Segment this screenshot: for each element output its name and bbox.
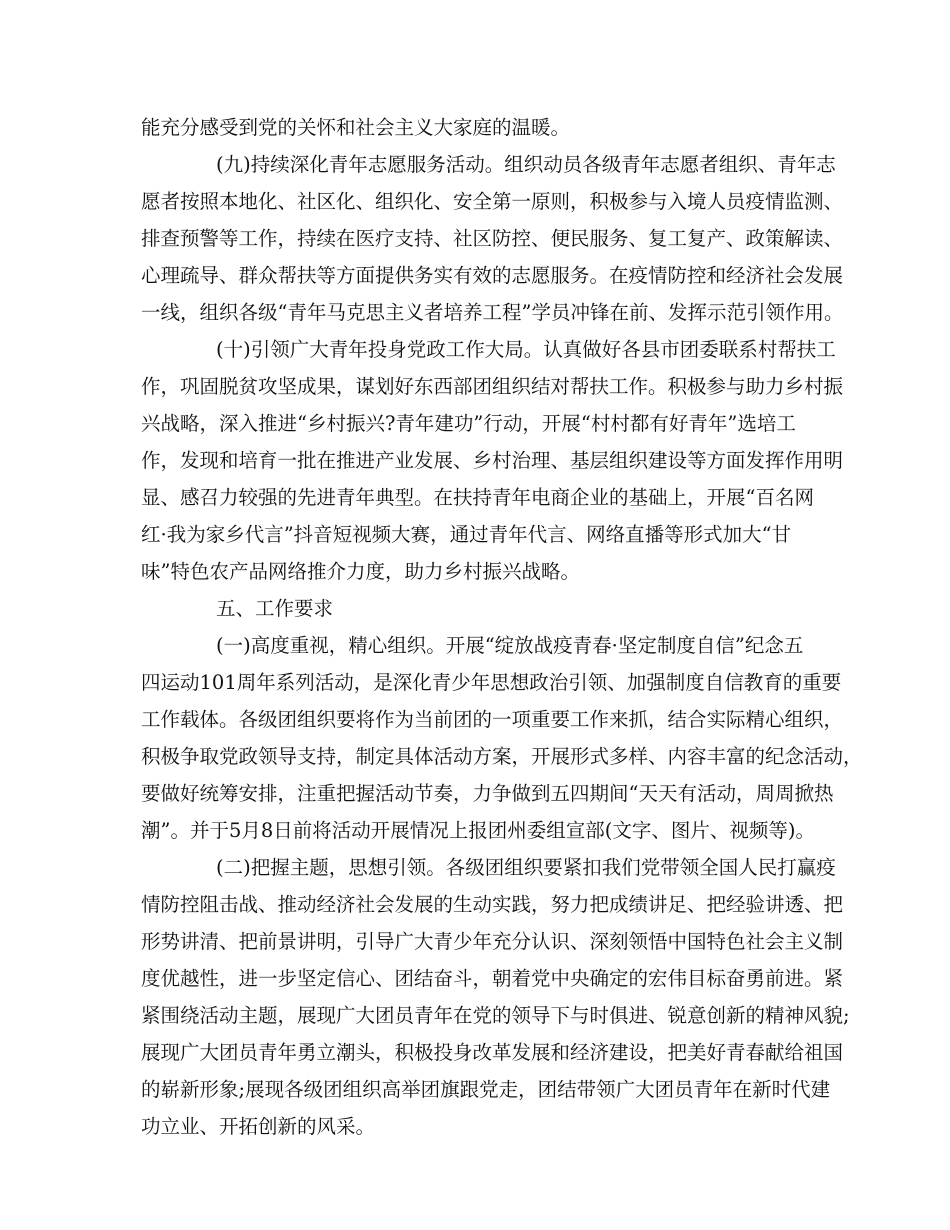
paragraph-heading-2: (二)把握主题，思想引领。各级团组织要紧扣我们党带领全国人民打赢疫 (216, 856, 836, 879)
paragraph-heading-10: (十)引领广大青年投身党政工作大局。认真做好各县市团委联系村帮扶工 (216, 338, 836, 361)
text-line: 的崭新形象;展现各级团组织高举团旗跟党走，团结带领广大团员青年在新时代建 (141, 1078, 831, 1101)
text-line: 能充分感受到党的关怀和社会主义大家庭的温暖。 (141, 116, 571, 139)
text-line: 积极争取党政领导支持，制定具体活动方案，开展形式多样、内容丰富的纪念活动， (141, 745, 863, 768)
text-line: 形势讲清、把前景讲明，引导广大青少年充分认识、深刻领悟中国特色社会主义制 (141, 930, 844, 953)
text-line: 四运动101周年系列活动，是深化青少年思想政治引领、加强制度自信教育的重要 (141, 671, 842, 694)
text-line: 紧围绕活动主题，展现广大团员青年在党的领导下与时俱进、锐意创新的精神风貌; (141, 1004, 850, 1027)
text-line: 作，巩固脱贫攻坚成果，谋划好东西部团组织结对帮扶工作。积极参与助力乡村振 (141, 375, 844, 398)
text-line: 味”特色农产品网络推介力度，助力乡村振兴战略。 (141, 560, 580, 583)
paragraph-heading-9: (九)持续深化青年志愿服务活动。组织动员各级青年志愿者组织、青年志 (216, 153, 836, 176)
text-line: 度优越性，进一步坚定信心、团结奋斗，朝着党中央确定的宏伟目标奋勇前进。紧 (141, 967, 844, 990)
text-line: 情防控阻击战、推动经济社会发展的生动实践，努力把成绩讲足、把经验讲透、把 (141, 893, 844, 916)
text-line: 工作载体。各级团组织要将作为当前团的一项重要工作来抓，结合实际精心组织， (141, 708, 844, 731)
text-line: 要做好统筹安排，注重把握活动节奏，力争做到五四期间“天天有活动，周周掀热 (141, 782, 834, 805)
paragraph-heading-1: (一)高度重视，精心组织。开展“绽放战疫青春·坚定制度自信”纪念五 (216, 634, 804, 657)
text-line: 心理疏导、群众帮扶等方面提供务实有效的志愿服务。在疫情防控和经济社会发展 (141, 264, 844, 287)
text-line: 展现广大团员青年勇立潮头，积极投身改革发展和经济建设，把美好青春献给祖国 (141, 1041, 844, 1064)
section-heading: 五、工作要求 (216, 597, 334, 620)
text-line: 排查预警等工作，持续在医疗支持、社区防控、便民服务、复工复产、政策解读、 (141, 227, 844, 250)
text-line: 显、感召力较强的先进青年典型。在扶持青年电商企业的基础上，开展“百名网 (141, 486, 814, 509)
text-line: 功立业、开拓创新的风采。 (141, 1115, 376, 1138)
text-line: 作，发现和培育一批在推进产业发展、乡村治理、基层组织建设等方面发挥作用明 (141, 449, 844, 472)
text-line: 愿者按照本地化、社区化、组织化、安全第一原则，积极参与入境人员疫情监测、 (141, 190, 844, 213)
text-line: 潮”。并于5月8日前将活动开展情况上报团州委组宣部(文字、图片、视频等)。 (141, 819, 815, 842)
text-line: 兴战略，深入推进“乡村振兴?青年建功”行动，开展“村村都有好青年”选培工 (141, 412, 796, 435)
text-line: 一线，组织各级“青年马克思主义者培养工程”学员冲锋在前、发挥示范引领作用。 (141, 301, 844, 324)
text-line: 红·我为家乡代言”抖音短视频大赛，通过青年代言、网络直播等形式加大“甘 (141, 523, 792, 546)
